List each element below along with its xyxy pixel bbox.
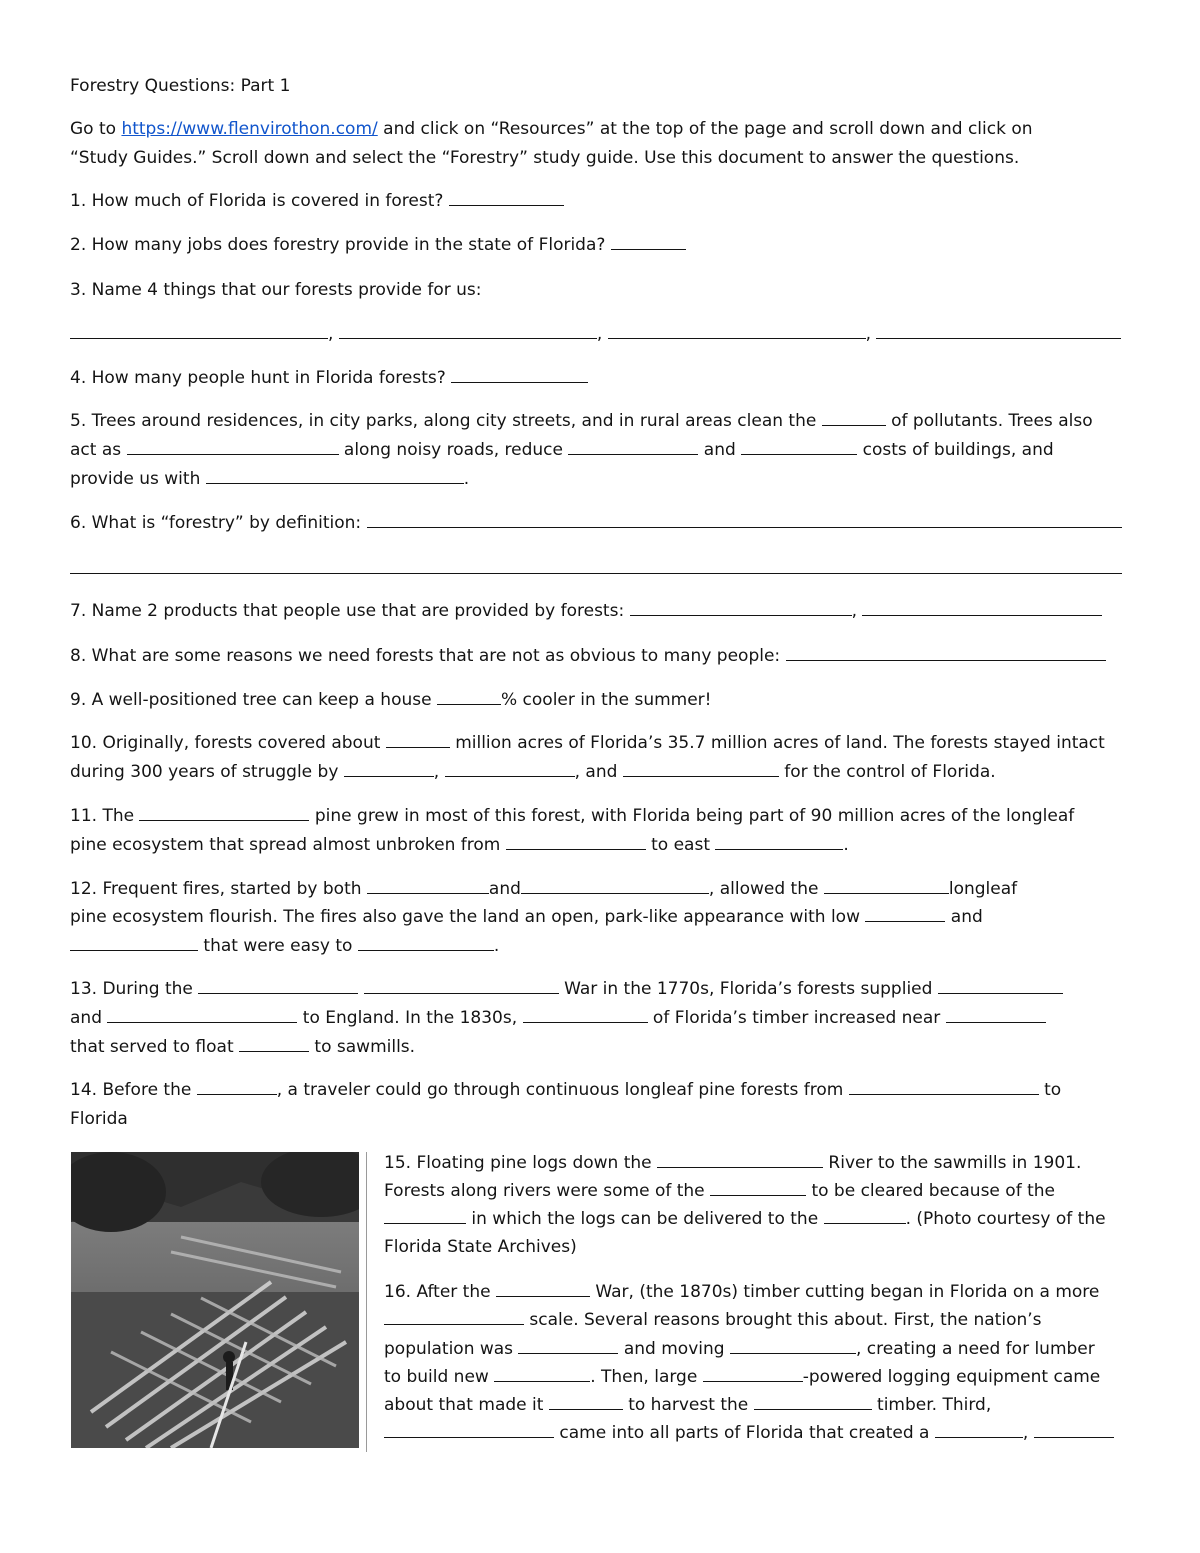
page-title: Forestry Questions: Part 1 xyxy=(70,76,291,96)
question-3: 3. Name 4 things that our forests provide for us: xyxy=(70,280,482,300)
question-7: 7. Name 2 products that people use that are provided by forests: , xyxy=(70,597,1102,626)
answer-blank[interactable] xyxy=(451,367,588,383)
question-5-line-2: act as along noisy roads, reduce and costs of buildings, and xyxy=(70,440,1054,460)
question-6-continued xyxy=(70,555,1122,584)
answer-blank[interactable] xyxy=(494,1366,590,1382)
flenvirothon-link[interactable]: https://www.flenvirothon.com/ xyxy=(121,119,378,139)
answer-blank[interactable] xyxy=(107,1007,297,1023)
answer-blank[interactable] xyxy=(1034,1422,1114,1438)
answer-blank[interactable] xyxy=(339,323,597,339)
answer-blank[interactable] xyxy=(862,600,1102,616)
question-12-line-3: that were easy to . xyxy=(70,932,499,961)
answer-blank[interactable] xyxy=(70,558,1122,574)
answer-blank[interactable] xyxy=(849,1079,1039,1095)
question-11-line-1: 11. The pine grew in most of this forest, with Florida being part of 90 million acres of the longleaf xyxy=(70,806,1075,826)
question-16-line-3: population was and moving , creating a need for lumber xyxy=(384,1339,1095,1359)
question-16-line-4: to build new . Then, large -powered logging equipment came xyxy=(384,1367,1101,1387)
answer-blank[interactable] xyxy=(865,906,945,922)
column-divider xyxy=(366,1152,367,1452)
question-11-line-2: pine ecosystem that spread almost unbroken from to east . xyxy=(70,835,849,855)
question-4: 4. How many people hunt in Florida forests? xyxy=(70,364,588,393)
answer-blank[interactable] xyxy=(568,439,698,455)
question-15-line-4: Florida State Archives) xyxy=(384,1237,577,1257)
answer-blank[interactable] xyxy=(239,1036,309,1052)
answer-blank[interactable] xyxy=(384,1208,466,1224)
question-2: 2. How many jobs does forestry provide in the state of Florida? xyxy=(70,231,686,260)
question-3-blanks: , , , xyxy=(70,320,1121,349)
intro-line-1: Go to https://www.flenvirothon.com/ and click on “Resources” at the top of the page and scroll down and click on xyxy=(70,119,1033,139)
question-16-line-6: came into all parts of Florida that created a , xyxy=(384,1419,1114,1447)
answer-blank[interactable] xyxy=(657,1152,823,1168)
log-raft-photo xyxy=(71,1152,359,1448)
answer-blank[interactable] xyxy=(946,1007,1046,1023)
answer-blank[interactable] xyxy=(822,410,886,426)
answer-blank[interactable] xyxy=(730,1338,856,1354)
answer-blank[interactable] xyxy=(935,1422,1023,1438)
question-13-line-1: 13. During the War in the 1770s, Florida’s forests supplied xyxy=(70,975,1063,1004)
answer-blank[interactable] xyxy=(710,1180,806,1196)
question-16-line-5: about that made it to harvest the timber. Third, xyxy=(384,1395,992,1415)
answer-blank[interactable] xyxy=(786,645,1106,661)
answer-blank[interactable] xyxy=(198,978,358,994)
answer-blank[interactable] xyxy=(364,978,559,994)
answer-blank[interactable] xyxy=(367,512,1122,528)
answer-blank[interactable] xyxy=(754,1394,872,1410)
answer-blank[interactable] xyxy=(449,190,564,206)
log-raft-photo-graphic xyxy=(71,1152,359,1448)
answer-blank[interactable] xyxy=(206,468,464,484)
answer-blank[interactable] xyxy=(630,600,852,616)
question-8: 8. What are some reasons we need forests that are not as obvious to many people: xyxy=(70,642,1106,671)
answer-blank[interactable] xyxy=(445,761,575,777)
answer-blank[interactable] xyxy=(384,1422,554,1438)
question-14-line-2: Florida xyxy=(70,1109,128,1129)
answer-blank[interactable] xyxy=(523,1007,648,1023)
answer-blank[interactable] xyxy=(197,1079,277,1095)
intro-line-2: “Study Guides.” Scroll down and select the “Forestry” study guide. Use this document to answer the questions. xyxy=(70,148,1020,168)
answer-blank[interactable] xyxy=(611,234,686,250)
answer-blank[interactable] xyxy=(938,978,1063,994)
answer-blank[interactable] xyxy=(506,834,646,850)
question-6: 6. What is “forestry” by definition: xyxy=(70,509,1122,538)
question-15-line-2: Forests along rivers were some of the to be cleared because of the xyxy=(384,1181,1055,1201)
question-16-line-2: scale. Several reasons brought this about. First, the nation’s xyxy=(384,1306,1042,1334)
question-13-line-3: that served to float to sawmills. xyxy=(70,1037,416,1057)
answer-blank[interactable] xyxy=(344,761,434,777)
question-10-line-2: during 300 years of struggle by , , and for the control of Florida. xyxy=(70,762,996,782)
answer-blank[interactable] xyxy=(384,1309,524,1325)
question-1: 1. How much of Florida is covered in forest? xyxy=(70,187,564,216)
answer-blank[interactable] xyxy=(608,323,866,339)
question-5-line-3: provide us with . xyxy=(70,469,470,489)
answer-blank[interactable] xyxy=(623,761,779,777)
answer-blank[interactable] xyxy=(358,935,494,951)
answer-blank[interactable] xyxy=(876,323,1121,339)
answer-blank[interactable] xyxy=(496,1281,590,1297)
question-15-line-3: in which the logs can be delivered to the . (Photo courtesy of the xyxy=(384,1205,1106,1233)
answer-blank[interactable] xyxy=(70,323,328,339)
question-13-line-2: and to England. In the 1830s, of Florida’s timber increased near xyxy=(70,1004,1046,1033)
answer-blank[interactable] xyxy=(70,935,198,951)
question-10-line-1: 10. Originally, forests covered about million acres of Florida’s 35.7 million acres of land. The forests stayed intact xyxy=(70,733,1105,753)
question-14-line-1: 14. Before the , a traveler could go through continuous longleaf pine forests from to xyxy=(70,1080,1062,1100)
answer-blank[interactable] xyxy=(521,878,709,894)
question-12-line-2: pine ecosystem flourish. The fires also gave the land an open, park-like appearance with low and xyxy=(70,907,983,927)
answer-blank[interactable] xyxy=(741,439,857,455)
answer-blank[interactable] xyxy=(386,732,450,748)
answer-blank[interactable] xyxy=(824,878,949,894)
question-9: 9. A well-positioned tree can keep a house % cooler in the summer! xyxy=(70,690,712,710)
answer-blank[interactable] xyxy=(703,1366,803,1382)
question-15-line-1: 15. Floating pine logs down the River to the sawmills in 1901. xyxy=(384,1153,1082,1173)
question-5-line-1: 5. Trees around residences, in city parks, along city streets, and in rural areas clean the of pollutants. Trees also xyxy=(70,411,1093,431)
answer-blank[interactable] xyxy=(139,805,309,821)
answer-blank[interactable] xyxy=(437,689,501,705)
answer-blank[interactable] xyxy=(715,834,843,850)
question-12-line-1: 12. Frequent fires, started by both and , allowed the longleaf xyxy=(70,879,1018,899)
answer-blank[interactable] xyxy=(824,1208,906,1224)
answer-blank[interactable] xyxy=(518,1338,618,1354)
answer-blank[interactable] xyxy=(367,878,489,894)
answer-blank[interactable] xyxy=(549,1394,623,1410)
answer-blank[interactable] xyxy=(127,439,339,455)
question-16-line-1: 16. After the War, (the 1870s) timber cutting began in Florida on a more xyxy=(384,1282,1100,1302)
